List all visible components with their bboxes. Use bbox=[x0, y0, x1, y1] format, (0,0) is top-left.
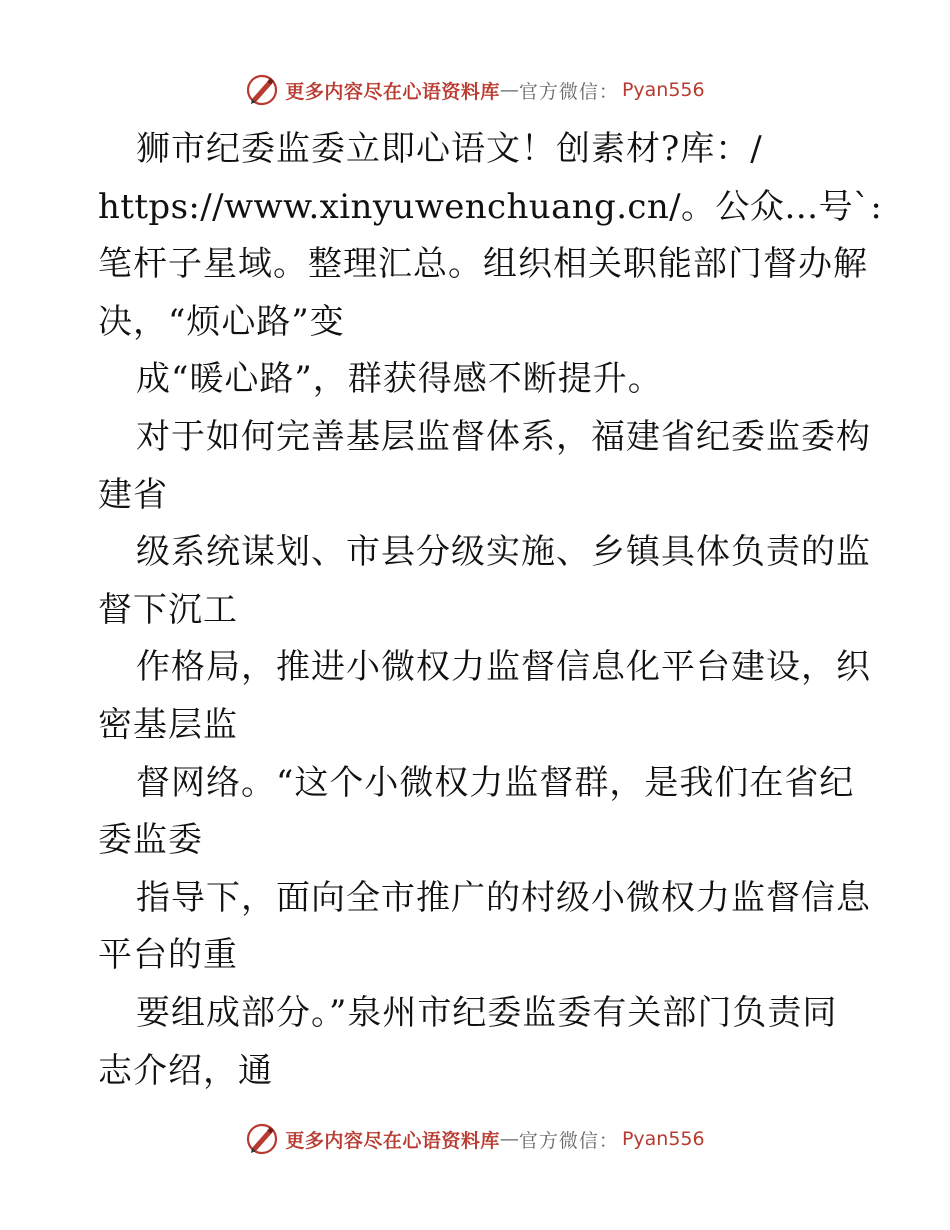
text-line: 级系统谋划、市县分级实施、乡镇具体负责的监 bbox=[136, 532, 871, 573]
text-line: 作格局，推进小微权力监督信息化平台建设，织 bbox=[136, 647, 871, 688]
text-line: 决，“烦心路”变 bbox=[98, 301, 345, 342]
text-line: 笔杆子星域。整理汇总。组织相关职能部门督办解 bbox=[98, 244, 868, 285]
banner-separator: — bbox=[499, 79, 519, 101]
pen-logo-icon bbox=[245, 1122, 279, 1156]
text-line: 指导下，面向全市推广的村级小微权力监督信息 bbox=[136, 877, 871, 918]
text-line: 狮市纪委监委立即心语文！创素材?库：/ bbox=[136, 129, 763, 169]
footer-banner bbox=[0, 1119, 950, 1159]
banner-colon: ： bbox=[598, 80, 618, 103]
banner-wechat-id: Pyan556 bbox=[621, 79, 705, 101]
banner-brand: 更多内容尽在心语资料库 bbox=[285, 1129, 500, 1152]
banner-wechat-id: Pyan556 bbox=[621, 1128, 705, 1150]
body-text bbox=[98, 121, 883, 1100]
banner-colon: ： bbox=[598, 1129, 618, 1152]
text-line: 委监委 bbox=[98, 820, 203, 861]
header-banner bbox=[0, 70, 950, 110]
text-line: 志介绍，通 bbox=[98, 1050, 273, 1091]
text-line: 督网络。“这个小微权力监督群，是我们在省纪 bbox=[136, 762, 855, 803]
banner-brand: 更多内容尽在心语资料库 bbox=[285, 80, 500, 103]
text-line: 密基层监 bbox=[98, 704, 238, 745]
text-line: 要组成部分。”泉州市纪委监委有关部门负责同 bbox=[136, 992, 838, 1033]
text-line: https://www.xinyuwenchuang.cn/。公众…号`: bbox=[98, 186, 883, 227]
pen-logo-icon bbox=[245, 73, 279, 107]
text-line: 平台的重 bbox=[98, 935, 238, 976]
text-line: 成“暖心路”，群获得感不断提升。 bbox=[136, 359, 663, 400]
text-line: 建省 bbox=[98, 474, 168, 515]
banner-label: 官方微信 bbox=[518, 80, 599, 103]
banner-separator: — bbox=[499, 1128, 519, 1150]
text-line: 督下沉工 bbox=[98, 589, 238, 630]
banner-label: 官方微信 bbox=[518, 1129, 599, 1152]
text-line: 对于如何完善基层监督体系，福建省纪委监委构 bbox=[136, 416, 871, 457]
